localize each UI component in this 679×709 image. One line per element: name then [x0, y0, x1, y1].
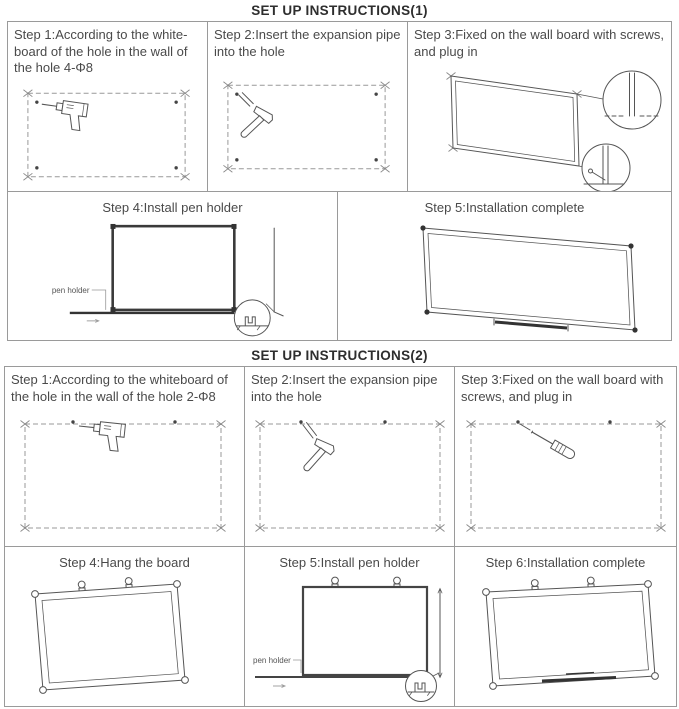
tray-arrow-mark [87, 319, 99, 322]
step-cell-s1-2 [208, 22, 408, 191]
step-cell-s1-5 [338, 192, 671, 340]
section1-table-row2 [7, 191, 672, 341]
board-front-view [113, 226, 235, 310]
install-pen-holder-diagram-2 [247, 573, 452, 703]
install-pen-holder-diagram [8, 218, 337, 338]
hang-board-diagram [9, 574, 241, 702]
section1-title: SET UP INSTRUCTIONS(1) [251, 3, 428, 18]
label-leader-line [92, 289, 106, 309]
corner-x-mark [181, 173, 190, 180]
step-text: Step 6:Installation complete [485, 555, 646, 570]
step-text: Step 4:Install pen holder [102, 200, 243, 215]
hammer-icon [238, 104, 275, 145]
step-text: Step 2:Insert the expansion pipe into the hole [251, 372, 438, 404]
step-cell-s2-3 [455, 367, 676, 546]
screw-fix-diagram [458, 412, 674, 542]
board-outline [35, 584, 185, 690]
installation-complete-diagram-2 [458, 574, 674, 702]
screwdriver-icon [529, 428, 576, 460]
drill-icon [39, 98, 88, 131]
magnifier-circle-plug [603, 71, 661, 129]
section2-table-row1 [4, 366, 677, 547]
hammer-icon [300, 437, 336, 478]
wall-outline-dashed [25, 424, 221, 528]
step-cell-s2-5 [245, 547, 455, 706]
step-cell-s1-4 [8, 192, 338, 340]
step-text: Step 1:According to the white-board of the hole in the wall of the hole 4-Φ8 [14, 27, 188, 76]
step-text: Step 5:Installation complete [424, 200, 585, 215]
step-text: Step 5:Install pen holder [279, 555, 420, 570]
wall-outline-dashed [260, 424, 440, 528]
step-text: Step 1:According to the whiteboard of the hole in the wall of the hole 2-Φ8 [11, 372, 228, 404]
label-leader-line [293, 660, 301, 673]
drill-wall-holes-diagram-2 [9, 412, 241, 542]
step-cell-s2-4 [5, 547, 245, 706]
expansion-pipe [239, 95, 250, 106]
pen-holder-label: pen holder [253, 656, 291, 665]
step-text: Step 4:Hang the board [59, 555, 190, 570]
section2-table-row2 [4, 546, 677, 707]
tray-arrow-mark [273, 685, 285, 688]
step-cell-s2-2 [245, 367, 455, 546]
step-text: Step 3:Fixed on the wall board with screws, and plug in [461, 372, 664, 404]
wall-outline-dashed [471, 424, 661, 528]
step-text: Step 3:Fixed on the wall board with screws, and plug in [414, 27, 665, 59]
expansion-pipe-diagram [208, 71, 407, 183]
step-cell-s2-6 [455, 547, 676, 706]
step-text: Step 2:Insert the expansion pipe into the hole [214, 27, 401, 59]
section2-title: SET UP INSTRUCTIONS(2) [251, 348, 428, 363]
screw-icon [520, 424, 530, 430]
mount-board-diagram [411, 62, 669, 191]
board-outline [423, 228, 635, 330]
step-cell-s1-3 [408, 22, 671, 191]
drill-wall-holes-diagram [8, 79, 207, 191]
expansion-pipe [303, 425, 313, 438]
corner-x-mark [381, 165, 390, 172]
magnifier-circle-tray [406, 671, 437, 702]
step-cell-s1-1 [8, 22, 208, 191]
section1-table-row1 [7, 21, 672, 192]
pen-holder-label: pen holder [51, 285, 90, 295]
step-cell-s2-1 [5, 367, 245, 546]
expansion-pipe-diagram-2 [247, 412, 452, 542]
installation-complete-diagram [345, 218, 665, 338]
board-front-view [303, 587, 427, 675]
